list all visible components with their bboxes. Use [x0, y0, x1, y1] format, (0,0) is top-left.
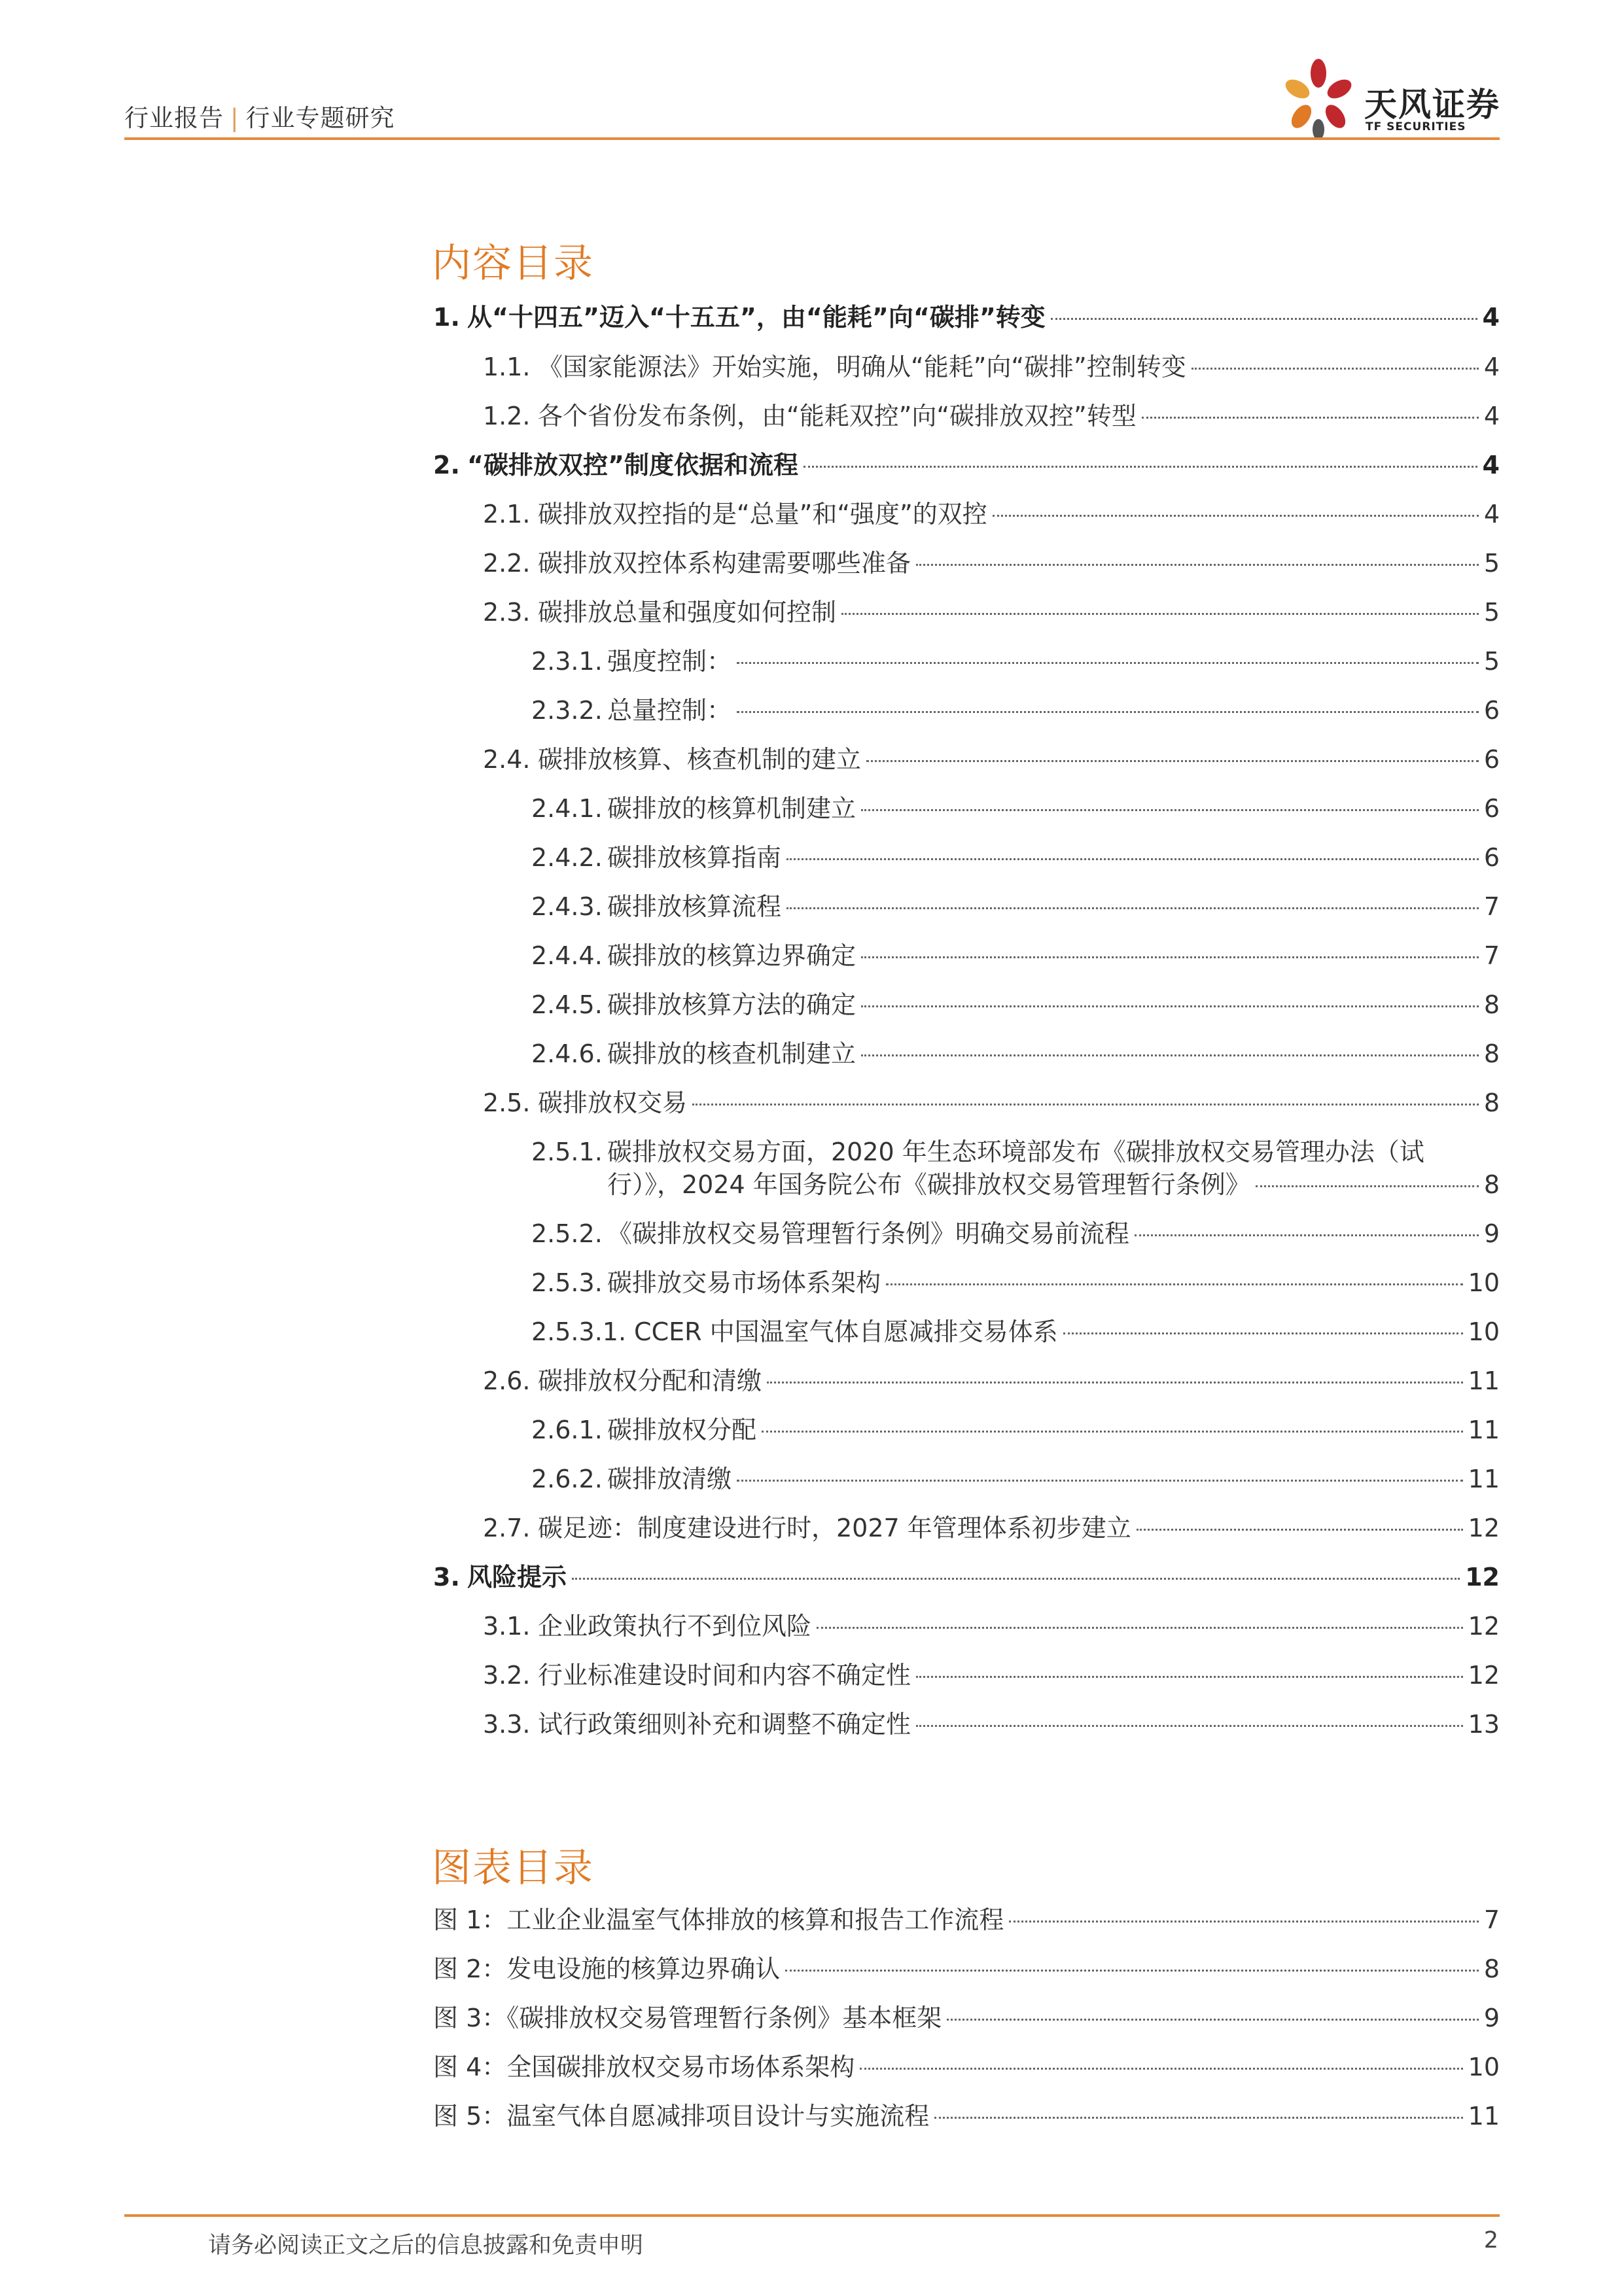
toc-leader	[861, 1054, 1479, 1056]
toc-leader	[993, 515, 1479, 517]
toc-entry[interactable]: 2.4.6. 碳排放的核查机制建立 8	[531, 1039, 1500, 1068]
toc-leader	[692, 1104, 1479, 1105]
toc-entry[interactable]: 2.3.1. 强度控制： 5	[531, 647, 1500, 676]
toc-entry[interactable]: 3.3. 试行政策细则补充和调整不确定性 13	[483, 1710, 1500, 1739]
toc-leader	[786, 907, 1479, 909]
report-subtype: 行业专题研究	[245, 104, 395, 132]
toc-entry[interactable]: 3.2. 行业标准建设时间和内容不确定性 12	[483, 1661, 1500, 1690]
toc-leader	[1009, 1921, 1479, 1922]
toc-entry[interactable]: 2.6.2. 碳排放清缴 11	[531, 1465, 1500, 1493]
toc-entry[interactable]: 2.2. 碳排放双控体系构建需要哪些准备 5	[483, 549, 1500, 578]
toc-entry[interactable]: 2.4.1. 碳排放的核算机制建立 6	[531, 794, 1500, 823]
toc-entry[interactable]: 1.1. 《国家能源法》开始实施，明确从“能耗”向“碳排”控制转变 4	[483, 353, 1500, 381]
figure-entry[interactable]: 图 5：温室气体自愿减排项目设计与实施流程 11	[433, 2102, 1500, 2131]
toc-entry[interactable]: 2.5. 碳排放权交易 8	[483, 1088, 1500, 1117]
toc-leader	[861, 956, 1479, 958]
toc-entry[interactable]: 2.7. 碳足迹：制度建设进行时，2027 年管理体系初步建立 12	[483, 1514, 1500, 1542]
header-divider	[124, 137, 1500, 140]
toc-leader	[1135, 1234, 1479, 1236]
toc-leader	[916, 1676, 1463, 1678]
toc-entry[interactable]: 2.5.3.1. CCER 中国温室气体自愿减排交易体系 10	[531, 1317, 1500, 1346]
toc-entry[interactable]: 2.4.2. 碳排放核算指南 6	[531, 843, 1500, 872]
report-type: 行业报告	[124, 104, 224, 132]
toc-leader	[786, 858, 1479, 860]
toc-leader	[737, 711, 1479, 713]
figure-list-title: 图表目录	[432, 1845, 594, 1891]
footer-disclaimer: 请务必阅读正文之后的信息披露和免责申明	[208, 2233, 644, 2259]
toc-leader	[916, 1725, 1463, 1727]
toc-entry[interactable]: 2.4.4. 碳排放的核算边界确定 7	[531, 941, 1500, 970]
toc-leader	[737, 662, 1479, 664]
toc-title: 内容目录	[432, 241, 594, 287]
toc-entry[interactable]: 2.3. 碳排放总量和强度如何控制 5	[483, 598, 1500, 627]
header-title	[124, 98, 395, 133]
page-number: 2	[1483, 2227, 1498, 2253]
toc-leader	[1137, 1529, 1463, 1531]
toc-entry[interactable]: 1.2. 各个省份发布条例，由“能耗双控”向“碳排放双控”转型 4	[483, 402, 1500, 430]
toc-leader	[572, 1578, 1460, 1580]
toc-leader	[817, 1627, 1463, 1629]
toc-leader	[916, 564, 1479, 566]
toc-entry[interactable]: 3. 风险提示 12	[433, 1563, 1500, 1592]
toc-leader	[841, 613, 1479, 615]
toc-entry[interactable]: 2.4.3. 碳排放核算流程 7	[531, 892, 1500, 921]
toc-entry[interactable]: 2.4.5. 碳排放核算方法的确定 8	[531, 990, 1500, 1019]
toc-entry[interactable]: 2.1. 碳排放双控指的是“总量”和“强度”的双控 4	[483, 500, 1500, 529]
toc-entry[interactable]: 2.6. 碳排放权分配和清缴 11	[483, 1366, 1500, 1395]
toc-entry[interactable]: 2.5.1. 碳排放权交易方面，2020 年生态环境部发布《碳排放权交易管理办法（试 行）》，2024 年国务院公布《碳排放权交易管理暂行条例》 8	[531, 1138, 1500, 1199]
toc-leader	[737, 1480, 1463, 1482]
toc-leader	[861, 1005, 1479, 1007]
toc-leader	[762, 1431, 1463, 1433]
toc-leader	[767, 1382, 1463, 1383]
toc-entry[interactable]: 3.1. 企业政策执行不到位风险 12	[483, 1612, 1500, 1641]
toc-leader	[1256, 1185, 1479, 1187]
toc-entry[interactable]: 2.5.2. 《碳排放权交易管理暂行条例》明确交易前流程 9	[531, 1219, 1500, 1248]
company-logo	[1279, 52, 1502, 144]
toc-entry[interactable]: 2. “碳排放双控”制度依据和流程 4	[433, 451, 1500, 479]
toc-leader	[1192, 368, 1479, 370]
toc-leader	[934, 2117, 1462, 2119]
logo-chinese-name: 天风证券	[1364, 86, 1500, 124]
toc-entry[interactable]: 2.3.2. 总量控制： 6	[531, 696, 1500, 725]
figure-entry[interactable]: 图 3：《碳排放权交易管理暂行条例》基本框架 9	[433, 2004, 1500, 2032]
toc-entry[interactable]: 2.6.1. 碳排放权分配 11	[531, 1416, 1500, 1444]
toc-leader	[861, 809, 1479, 811]
toc-entry[interactable]: 2.5.3. 碳排放交易市场体系架构 10	[531, 1268, 1500, 1297]
logo-english-name: TF SECURITIES	[1366, 120, 1466, 133]
footer-divider	[124, 2214, 1500, 2217]
toc-leader	[860, 2068, 1462, 2070]
header-separator: |	[230, 104, 239, 132]
toc-entry[interactable]: 2.4. 碳排放核算、核查机制的建立 6	[483, 745, 1500, 774]
toc-leader	[1051, 318, 1477, 320]
toc-leader	[866, 760, 1479, 762]
figure-entry[interactable]: 图 2：发电设施的核算边界确认 8	[433, 1955, 1500, 1983]
toc-leader	[947, 2019, 1479, 2021]
figure-entry[interactable]: 图 4：全国碳排放权交易市场体系架构 10	[433, 2053, 1500, 2081]
toc-leader	[886, 1283, 1463, 1285]
toc-leader	[1142, 417, 1479, 419]
toc-leader	[785, 1970, 1479, 1972]
figure-entry[interactable]: 图 1：工业企业温室气体排放的核算和报告工作流程 7	[433, 1905, 1500, 1934]
toc-entry[interactable]: 1. 从“十四五”迈入“十五五”，由“能耗”向“碳排”转变 4	[433, 303, 1500, 332]
flower-logo-icon	[1279, 52, 1358, 144]
toc-leader	[803, 466, 1477, 468]
toc-leader	[1063, 1332, 1463, 1334]
